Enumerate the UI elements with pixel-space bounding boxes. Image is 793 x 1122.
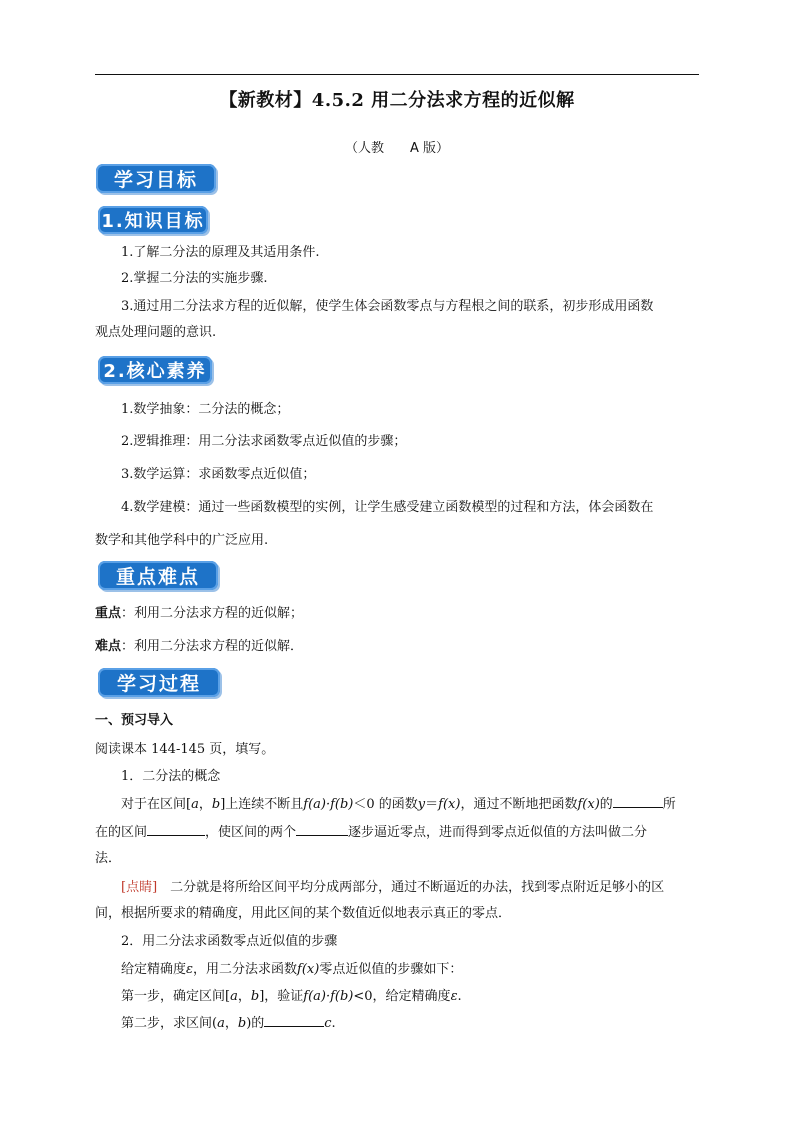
key-point-label: 重点 [95, 606, 122, 621]
math-epsilon: ε [186, 962, 193, 977]
text-span: ]，验证 [259, 989, 304, 1004]
badge-learning-goals: 学习目标 [96, 164, 216, 193]
header-rule [95, 74, 699, 75]
note-line-1 [95, 875, 699, 901]
note-line-2: 间，根据所要求的精确度，用此区间的某个数值近似地表示真正的零点． [95, 906, 512, 921]
text-span: ＝ [425, 797, 439, 812]
text-span: ]上连续不断且 [220, 797, 304, 812]
reading-instruction: 阅读课本 144-145 页，填写。 [95, 742, 275, 757]
edition-subtitle [95, 137, 699, 156]
math-b: b [211, 797, 221, 812]
math-fx: f(x) [438, 797, 461, 812]
text-span: 在的区间 [95, 825, 148, 840]
text-span: ＜0 的函数 [353, 797, 418, 812]
steps-heading: 2．用二分法求函数零点近似值的步骤 [121, 934, 338, 949]
text-span: 对于在区间[ [121, 797, 192, 812]
concept-line-1 [95, 792, 699, 818]
math-a: a [217, 1016, 225, 1031]
note-text: 二分就是将所给区间平均分成两部分，通过不断逼近的办法，找到零点附近足够小的区 [157, 880, 665, 895]
difficult-point-line [95, 634, 699, 660]
literacy-item-4-line1: 4.数学建模：通过一些函数模型的实例，让学生感受建立函数模型的过程和方法，体会函数在 [121, 500, 654, 515]
knowledge-item-1: 1.了解二分法的原理及其适用条件. [121, 245, 320, 260]
text-span: 逐步逼近零点，进而得到零点近似值的方法叫做二分 [348, 825, 648, 840]
concept-line-2 [95, 820, 699, 846]
math-fx: f(x) [297, 962, 320, 977]
math-a: a [191, 797, 199, 812]
badge-knowledge-goals: 1.知识目标 [98, 206, 208, 234]
literacy-item-2: 2.逻辑推理：用二分法求函数零点近似值的步骤； [121, 434, 407, 449]
literacy-item-4-line2: 数学和其他学科中的广泛应用. [95, 533, 269, 548]
math-b: b [237, 1016, 247, 1031]
text-span: <0，给定精确度 [353, 989, 451, 1004]
text-span: 的 [599, 797, 613, 812]
text-span: 第一步，确定区间[ [121, 989, 231, 1004]
text-span: ， [198, 797, 212, 812]
math-a: a [230, 989, 238, 1004]
steps-intro [95, 957, 699, 983]
badge-core-literacy: 2.核心素养 [98, 356, 212, 384]
fill-blank-4[interactable] [264, 1012, 324, 1027]
step-2 [95, 1011, 699, 1037]
math-epsilon: ε [450, 989, 458, 1004]
text-span: ，使区间的两个 [205, 825, 297, 840]
knowledge-item-3-line1: 3.通过用二分法求方程的近似解，使学生体会函数零点与方程根之间的联系，初步形成用函数 [121, 299, 654, 314]
math-product: f(a)·f(b) [303, 797, 354, 812]
note-label: [点睛] [121, 880, 158, 895]
fill-blank-1[interactable] [613, 793, 663, 808]
fill-blank-2[interactable] [147, 821, 205, 836]
text-span: ， [224, 1016, 238, 1031]
concept-line-3: 法． [95, 851, 122, 866]
math-product: f(a)·f(b) [303, 989, 354, 1004]
badge-key-points: 重点难点 [98, 561, 218, 590]
difficult-point-label: 难点 [95, 639, 122, 654]
literacy-item-3: 3.数学运算：求函数零点近似值； [121, 467, 316, 482]
text-span: . [331, 1016, 336, 1031]
fill-blank-3[interactable] [296, 821, 348, 836]
math-y: y [417, 797, 426, 812]
text-span: 给定精确度 [121, 962, 187, 977]
subtitle-left: （人教 [344, 141, 384, 156]
text-span: )的 [246, 1016, 265, 1031]
knowledge-item-2: 2.掌握二分法的实施步骤. [121, 271, 268, 286]
math-c: c [324, 1016, 332, 1031]
section-preview-heading: 一、预习导入 [95, 713, 174, 728]
math-fx: f(x) [577, 797, 600, 812]
literacy-item-1: 1.数学抽象：二分法的概念； [121, 402, 290, 417]
text-span: ，用二分法求函数 [193, 962, 298, 977]
math-b: b [250, 989, 260, 1004]
step-1 [95, 984, 699, 1010]
text-span: 所 [662, 797, 676, 812]
key-point-text: ：利用二分法求方程的近似解； [121, 606, 304, 621]
difficult-point-text: ：利用二分法求方程的近似解． [121, 639, 304, 654]
knowledge-item-3-line2: 观点处理问题的意识. [95, 325, 217, 340]
text-span: 零点近似值的步骤如下： [319, 962, 463, 977]
concept-heading: 1．二分法的概念 [121, 769, 221, 784]
text-span: . [457, 989, 462, 1004]
badge-learning-process: 学习过程 [98, 668, 220, 697]
text-span: 第二步，求区间( [121, 1016, 218, 1031]
page-title: 【新教材】4.5.2 用二分法求方程的近似解 [219, 90, 575, 111]
text-span: ，通过不断地把函数 [460, 797, 578, 812]
subtitle-right: A 版） [409, 141, 450, 156]
text-span: ， [237, 989, 251, 1004]
key-point-line [95, 601, 699, 627]
